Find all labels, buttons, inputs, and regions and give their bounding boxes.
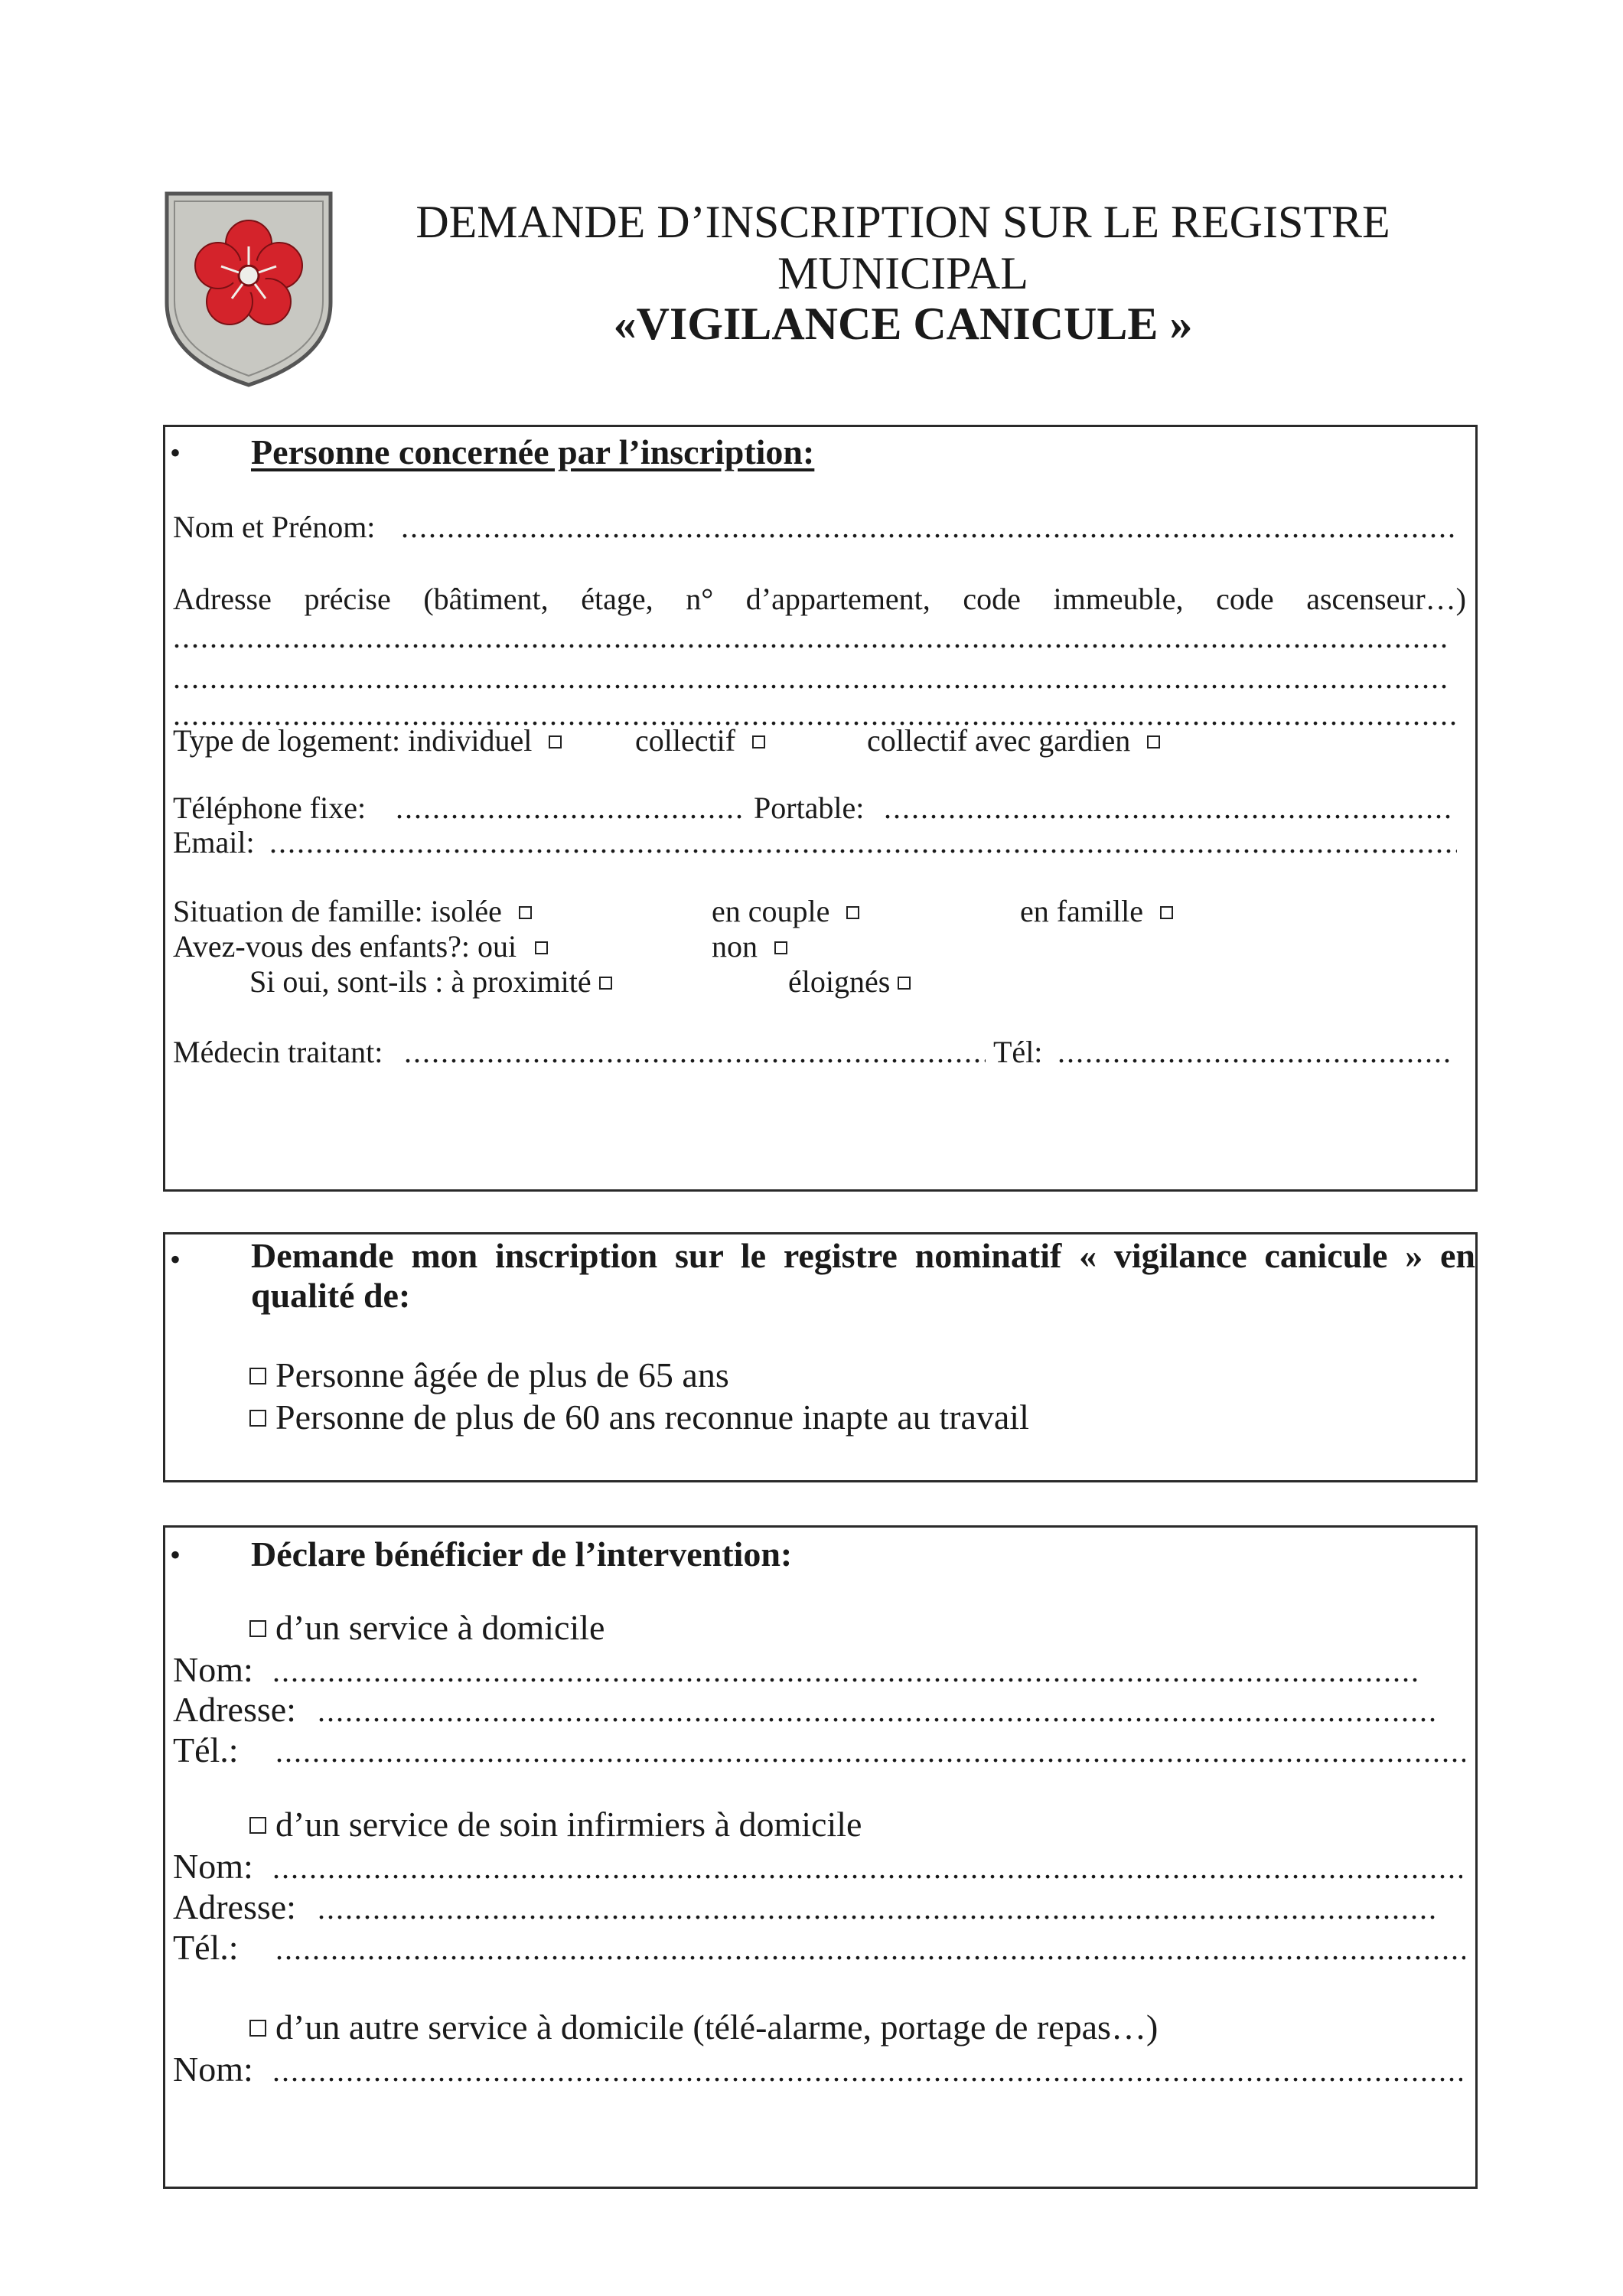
eloignes-checkbox[interactable] bbox=[898, 977, 911, 990]
service-2-nom-field[interactable] bbox=[272, 1850, 1462, 1887]
service-infirmier-label: d’un service de soin infirmiers à domicile bbox=[275, 1805, 862, 1844]
proximite-option bbox=[249, 964, 617, 1000]
service-autre-checkbox[interactable] bbox=[249, 2020, 266, 2037]
medecin-field[interactable] bbox=[404, 1034, 986, 1071]
medecin-tel-field[interactable] bbox=[1058, 1034, 1449, 1071]
service-autre-option bbox=[249, 2007, 1158, 2048]
situation-famille-checkbox[interactable] bbox=[1160, 906, 1173, 919]
service-domicile-checkbox[interactable] bbox=[249, 1620, 266, 1637]
logement-individuel-label: Type de logement: individuel bbox=[173, 723, 533, 758]
enfants-non-option bbox=[712, 928, 792, 965]
enfants-non-checkbox[interactable] bbox=[774, 941, 787, 954]
service-infirmier-option bbox=[249, 1804, 862, 1845]
municipal-crest-logo bbox=[161, 188, 337, 390]
telephone-fixe-field[interactable] bbox=[396, 790, 744, 827]
service-domicile-label: d’un service à domicile bbox=[275, 1608, 605, 1647]
situation-isolee-checkbox[interactable] bbox=[519, 906, 532, 919]
logement-individuel-checkbox[interactable] bbox=[549, 735, 562, 748]
bullet: • bbox=[170, 1242, 181, 1277]
qualite-65-checkbox[interactable] bbox=[249, 1368, 266, 1384]
eloignes-label: éloignés bbox=[788, 964, 891, 999]
nom-prenom-label: Nom et Prénom: bbox=[173, 510, 376, 544]
qualite-60-checkbox[interactable] bbox=[249, 1410, 266, 1427]
bullet: • bbox=[170, 1538, 181, 1572]
logement-collectif-checkbox[interactable] bbox=[752, 735, 765, 748]
adresse-label: Adresse précise (bâtiment, étage, n° d’appartement, code immeuble, code ascenseur…) bbox=[173, 582, 1466, 616]
eloignes-option bbox=[788, 964, 915, 1000]
medecin-tel-label: Tél: bbox=[993, 1035, 1043, 1069]
portable-field[interactable] bbox=[884, 790, 1450, 827]
logement-collectif-option bbox=[635, 722, 770, 759]
logement-row bbox=[173, 722, 566, 759]
service-1-adresse-label: Adresse: bbox=[173, 1690, 296, 1729]
proximite-checkbox[interactable] bbox=[599, 977, 612, 990]
service-1-tel-label: Tél.: bbox=[173, 1730, 239, 1769]
service-autre-label: d’un autre service à domicile (télé-alarme, portage de repas…) bbox=[275, 2007, 1159, 2047]
logement-gardien-label: collectif avec gardien bbox=[867, 723, 1131, 758]
service-2-adresse-label: Adresse: bbox=[173, 1887, 296, 1926]
logement-gardien-option bbox=[867, 722, 1165, 759]
telephone-fixe-label: Téléphone fixe: bbox=[173, 791, 367, 825]
adresse-field-line-2[interactable] bbox=[173, 660, 1451, 696]
situation-famille-option bbox=[1020, 893, 1178, 930]
section-2-heading: Demande mon inscription sur le registre nominatif « vigilance canicule » en qualité de: bbox=[251, 1236, 1475, 1315]
qualite-option-60 bbox=[249, 1397, 1029, 1438]
service-3-nom-field[interactable] bbox=[272, 2053, 1462, 2089]
situation-couple-option bbox=[712, 893, 864, 930]
situation-isolee-label: Situation de famille: isolée bbox=[173, 894, 502, 928]
qualite-option-65 bbox=[249, 1355, 729, 1396]
logement-gardien-checkbox[interactable] bbox=[1147, 735, 1160, 748]
service-1-tel-field[interactable] bbox=[275, 1733, 1465, 1770]
service-1-nom-label: Nom: bbox=[173, 1650, 253, 1689]
form-title-line-2: MUNICIPAL bbox=[777, 248, 1028, 298]
situation-famille-label: en famille bbox=[1020, 894, 1144, 928]
service-infirmier-checkbox[interactable] bbox=[249, 1817, 266, 1834]
service-3-nom-label: Nom: bbox=[173, 2050, 253, 2089]
situation-couple-label: en couple bbox=[712, 894, 830, 928]
logement-collectif-label: collectif bbox=[635, 723, 736, 758]
form-title-line-1: DEMANDE D’INSCRIPTION SUR LE REGISTRE bbox=[416, 197, 1390, 247]
proximite-label: Si oui, sont-ils : à proximité bbox=[249, 964, 592, 999]
service-1-nom-field[interactable] bbox=[272, 1653, 1420, 1690]
portable-label: Portable: bbox=[754, 791, 865, 825]
service-1-adresse-field[interactable] bbox=[318, 1693, 1435, 1730]
situation-couple-checkbox[interactable] bbox=[846, 906, 859, 919]
service-2-adresse-field[interactable] bbox=[318, 1890, 1435, 1927]
email-label: Email: bbox=[173, 825, 255, 859]
section-3-heading: Déclare bénéficier de l’intervention: bbox=[251, 1534, 793, 1574]
enfants-non-label: non bbox=[712, 929, 758, 964]
service-domicile-option bbox=[249, 1607, 605, 1649]
bullet: • bbox=[170, 435, 181, 470]
nom-prenom-field[interactable] bbox=[401, 509, 1457, 546]
form-title-line-3: «VIGILANCE CANICULE » bbox=[613, 298, 1193, 349]
qualite-60-label: Personne de plus de 60 ans reconnue inapte au travail bbox=[275, 1397, 1029, 1437]
service-2-tel-label: Tél.: bbox=[173, 1928, 239, 1967]
qualite-65-label: Personne âgée de plus de 65 ans bbox=[275, 1355, 729, 1394]
enfants-oui-label: Avez-vous des enfants?: oui bbox=[173, 929, 517, 964]
enfants-oui-option bbox=[173, 928, 552, 965]
email-field[interactable] bbox=[269, 824, 1457, 861]
medecin-label: Médecin traitant: bbox=[173, 1035, 383, 1069]
service-2-tel-field[interactable] bbox=[275, 1931, 1465, 1968]
enfants-oui-checkbox[interactable] bbox=[535, 941, 548, 954]
adresse-field-line-1[interactable] bbox=[173, 619, 1451, 656]
section-1-heading: Personne concernée par l’inscription: bbox=[251, 432, 815, 471]
service-2-nom-label: Nom: bbox=[173, 1847, 253, 1886]
situation-isolee-option bbox=[173, 893, 536, 930]
